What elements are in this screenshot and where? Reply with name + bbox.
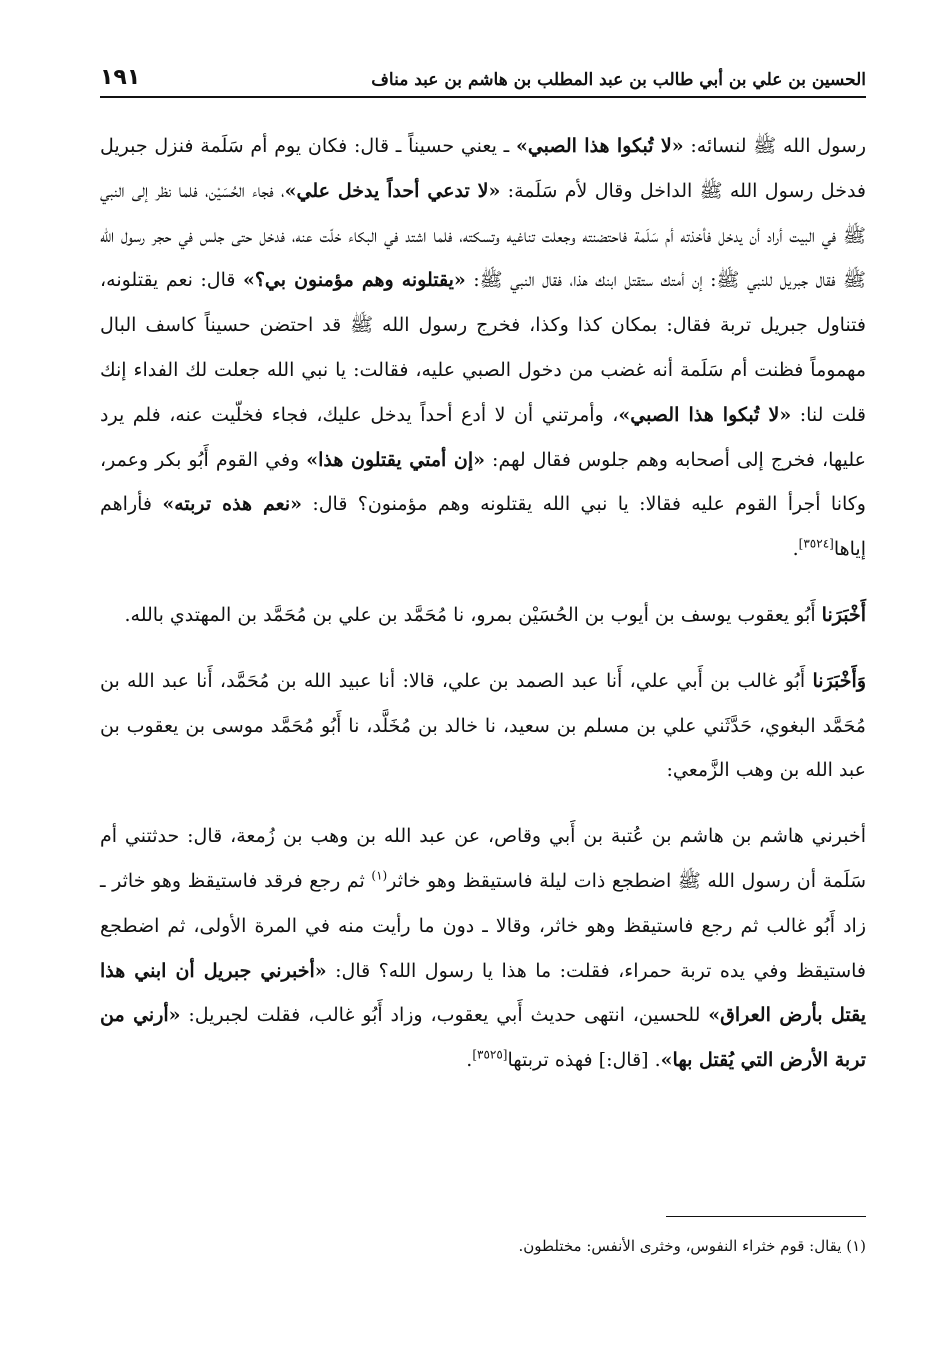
footnote-divider (666, 1216, 866, 1217)
paragraph-3 (100, 659, 866, 793)
page-number: ١٩١ (100, 65, 141, 90)
book-page (100, 58, 866, 1255)
text-run: ، فجاء الحُسَيْن، فلما نظر إلى النبي ﷺ في البيت أراد أن يدخل فأخذته أم سَلَمة فاحتضنته وجعلت تناغيه وتسكته، فلما اشتد في البكاء خلّت عنه، فدخل حتى جلس في حجر رسول الله ﷺ فقال جبريل للنبي ﷺ: إن أمتك ستقتل ابنك هذا، فقال النبي ﷺ: (100, 179, 866, 292)
text-run: قال: نعم يقتلونه، فتناول جبريل تربة فقال: بمكان كذا وكذا، فخرج رسول الله ﷺ قد احتضن حسيناً كاسف البال مهموماً فظنت أم سَلَمة أنه غضب من دخول الصبي عليه، فقالت: يا نبي الله جعلت لك الفداء إنك قلت لنا: (100, 269, 866, 426)
footnote-mark: (١) (846, 1237, 866, 1255)
footnote-marker: (١) (371, 868, 388, 883)
text-run: ثم رجع فرقد فاستيقظ وهو خاثر ـ زاد أَبُو غالب ثم رجع فاستيقظ وهو خاثر، وقالا ـ دون ما رأيت منه في المرة الأولى، ثم اضطجع فاستيقظ وفي يده تربة حمراء، فقلت: ما هذا يا رسول الله؟ قال: (100, 869, 866, 982)
text-run: أَبُو يعقوب يوسف بن أيوب بن الحُسَيْن بمرو، نا مُحَمَّد بن علي بن مُحَمَّد بن المهتدي بالله. (124, 603, 822, 626)
text-run: . (792, 538, 799, 561)
text-run: ، وأمرتني أن لا أدع أحداً يدخل عليك، فجاء فخلّيت عنه، فلم يرد عليها، فخرج إلى أصحابه وهم جلوس فقال لهم: (100, 403, 866, 471)
hadith-quote: «نعم هذه تربته» (162, 493, 302, 516)
text-run: فأراهم إياها (100, 493, 866, 561)
paragraph-4 (100, 814, 866, 1083)
hadith-quote: «أخبرني جبريل أن ابني هذا يقتل بأرض العراق» (100, 959, 866, 1027)
isnad-lead: وَأَخْبَرَنا (812, 669, 866, 692)
text-run: أخبرني هاشم بن هاشم بن عُتبة بن أَبي وقاص، عن عبد الله بن وهب بن زُمعة، قال: حدثتني أم سَلَمة أن رسول الله ﷺ اضطجع ذات ليلة فاستيقظ وهو خاثر (100, 825, 866, 892)
hadith-quote: «يقتلونه وهم مؤمنون بي؟» (242, 269, 466, 292)
hadith-quote: «أرني من تربة الأرض التي يُقتل بها» (100, 1004, 866, 1072)
text-run: . [قال:] فهذه تربتها (507, 1049, 661, 1072)
text-run: وفي القوم أَبُو بكر وعمر، وكانا أجرأ القوم عليه فقالا: يا نبي الله يقتلونه وهم مؤمنون؟ قال: (100, 448, 866, 516)
isnad-lead: أَخْبَرَنا (821, 603, 866, 626)
text-run: . (466, 1049, 473, 1072)
paragraph-1 (100, 124, 866, 572)
text-run: للحسين، انتهى حديث أَبي يعقوب، وزاد أَبُو غالب، فقلت لجبريل: (180, 1004, 709, 1027)
text-run: أَبُو غالب بن أَبي علي، أَنا عبد الصمد بن علي، قالا: أنا عبيد الله بن مُحَمَّد، أَنا عبد الله بن مُحَمَّد البغوي، حَدَّثَني علي بن مسلم بن سعيد، نا خالد بن مُخَلَّد، نا أَبُو مُحَمَّد موسى بن يعقوب بن عبد الله بن وهب الزَّمعي: (100, 669, 866, 782)
hadith-number: [٣٥٢٥] (472, 1047, 508, 1062)
hadith-quote: «إن أمتي يقتلون هذا» (306, 448, 486, 471)
paragraph-2 (100, 593, 866, 638)
hadith-quote: «لا تدعي أحداً يدخل علي» (284, 179, 501, 202)
footnote (100, 1234, 866, 1258)
footnote-text: يقال: قوم خثراء النفوس، وخثرى الأنفس: مختلطون. (518, 1237, 842, 1255)
text-run: رسول الله ﷺ لنسائه: (683, 135, 866, 157)
hadith-quote: «لا تُبكوا هذا الصبي» (515, 135, 684, 157)
hadith-quote: «لا تُبكوا هذا الصبي» (618, 403, 792, 426)
text-run: ـ يعني حسيناً ـ قال: فكان يوم أم سَلَمة فنزل جبريل فدخل رسول الله ﷺ الداخل وقال لأم سَلَمة: (100, 135, 866, 202)
hadith-number: [٣٥٢٤] (798, 536, 834, 551)
main-text (100, 124, 866, 1083)
page-header (100, 58, 866, 98)
running-title: الحسين بن علي بن أبي طالب بن عبد المطلب بن هاشم بن عبد مناف (371, 70, 866, 90)
